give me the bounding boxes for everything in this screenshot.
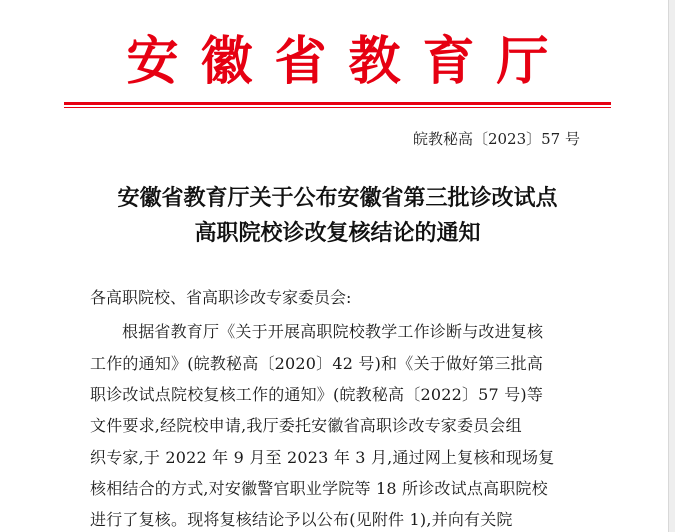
letterhead-rule-thin	[64, 107, 611, 108]
body-line-3: 职诊改试点院校复核工作的通知》(皖教秘高〔2022〕57 号)等	[90, 385, 544, 404]
body-line-2: 工作的通知》(皖教秘高〔2020〕42 号)和《关于做好第三批高	[90, 354, 544, 373]
body-line-1: 根据省教育厅《关于开展高职院校教学工作诊断与改进复核	[122, 322, 544, 341]
body-line-4: 文件要求,经院校申请,我厅委托安徽省高职诊改专家委员会组	[90, 416, 522, 435]
body-line-7: 进行了复核。现将复核结论予以公布(见附件 1),并向有关院	[90, 510, 513, 529]
document-title-line-1: 安徽省教育厅关于公布安徽省第三批诊改试点	[117, 186, 558, 211]
page-edge	[668, 0, 675, 532]
document-number: 皖教秘高〔2023〕57 号	[412, 130, 580, 148]
body-line-5: 织专家,于 2022 年 9 月至 2023 年 3 月,通过网上复核和现场复	[90, 448, 555, 467]
body-line-6: 核相结合的方式,对安徽警官职业学院等 18 所诊改试点高职院校	[90, 479, 548, 498]
salutation: 各高职院校、省高职诊改专家委员会:	[90, 288, 352, 307]
letterhead-rule-thick	[64, 102, 611, 105]
org-letterhead: 安徽省教育厅	[126, 32, 571, 92]
document-title-line-2: 高职院校诊改复核结论的通知	[194, 221, 481, 246]
